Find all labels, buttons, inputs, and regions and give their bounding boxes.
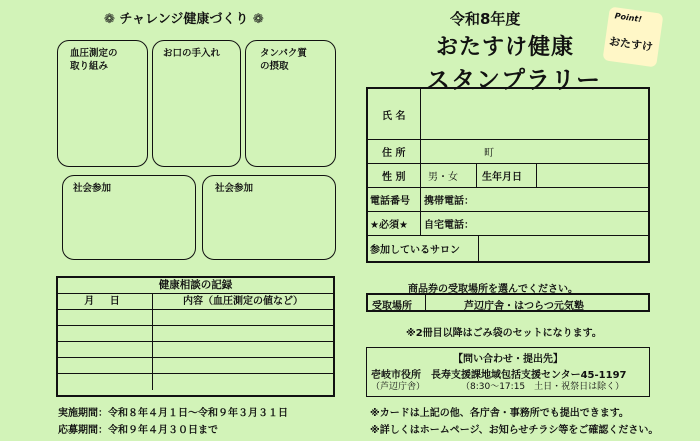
box-protein-label: タンパク質 の摂取 bbox=[260, 48, 307, 72]
box-social-2-label: 社会参加 bbox=[215, 183, 254, 194]
table-row[interactable] bbox=[58, 310, 333, 326]
row-address bbox=[368, 140, 648, 164]
box-protein bbox=[245, 40, 336, 167]
applicant-info-table bbox=[366, 87, 650, 263]
label-exchange-location: 受取場所 bbox=[372, 301, 412, 312]
label-mobile: 携帯電話： bbox=[424, 196, 474, 207]
contact-title: 【問い合わせ・提出先】 bbox=[453, 354, 563, 365]
application-period: 応募期間：令和９年４月３０日まで bbox=[58, 425, 218, 436]
box-social-1-label: 社会参加 bbox=[73, 183, 112, 194]
exchange-note: 商品券の受取場所を選んでください。 bbox=[408, 284, 578, 295]
box-oral-care bbox=[152, 40, 241, 167]
contact-line-2: （芦辺庁舎） （8:30～17:15 土日・祝祭日は除く） bbox=[371, 382, 625, 392]
town-suffix: 町 bbox=[484, 148, 494, 159]
name-field[interactable] bbox=[424, 89, 646, 139]
footer-note-1: ※カードは上記の他、各庁舎・事務所でも提出できます。 bbox=[370, 408, 629, 419]
table-row[interactable] bbox=[58, 342, 333, 358]
point-badge-text: Point! bbox=[614, 11, 643, 25]
consultation-record-table bbox=[56, 276, 335, 397]
row-name bbox=[368, 89, 648, 140]
footer-note-2: ※詳しくはホームページ、お知らせチラシ等をご確認ください。 bbox=[370, 425, 659, 436]
label-salon: 参加しているサロン bbox=[370, 245, 460, 256]
exchange-location-options[interactable]: 芦辺庁舎・はつらつ元気塾 bbox=[464, 301, 584, 312]
box-oral-care-label: お口の手入れ bbox=[163, 48, 221, 59]
row-home-phone bbox=[368, 212, 648, 236]
box-blood-pressure bbox=[57, 40, 148, 167]
label-required: ★必須★ bbox=[370, 220, 408, 231]
row-gender bbox=[368, 164, 648, 188]
implementation-period: 実施期間：令和８年４月１日～令和９年３月３１日 bbox=[58, 408, 288, 419]
point-badge-name: おたすけ bbox=[608, 34, 654, 54]
label-gender: 性 別 bbox=[382, 172, 406, 183]
row-salon bbox=[368, 236, 648, 261]
box-blood-pressure-label: 血圧測定の 取り組み bbox=[70, 48, 118, 72]
table-row[interactable] bbox=[58, 374, 333, 390]
box-social-2 bbox=[202, 175, 336, 260]
trash-bag-note: ※2冊目以降はごみ袋のセットになります。 bbox=[406, 328, 602, 339]
title-sub: スタンプラリー bbox=[426, 66, 601, 94]
col-content-header: 内容（血圧測定の値など） bbox=[183, 296, 303, 307]
gender-options[interactable]: 男・女 bbox=[428, 172, 458, 183]
challenge-title: ❁ チャレンジ健康づくり ❁ bbox=[104, 12, 264, 27]
consultation-header bbox=[58, 294, 333, 310]
label-name: 氏 名 bbox=[382, 110, 406, 122]
label-phone: 電話番号 bbox=[370, 196, 410, 207]
box-social-1 bbox=[62, 175, 196, 260]
consultation-caption: 健康相談の記録 bbox=[58, 278, 333, 294]
label-address: 住 所 bbox=[382, 148, 406, 159]
label-home-phone: 自宅電話： bbox=[424, 220, 474, 231]
contact-box bbox=[366, 347, 650, 397]
table-row[interactable] bbox=[58, 358, 333, 374]
contact-line-1: 壱岐市役所 長寿支援課地域包括支援センター45-1197 bbox=[371, 370, 627, 381]
exchange-location-box bbox=[366, 293, 650, 312]
row-mobile bbox=[368, 188, 648, 212]
point-badge-logo bbox=[603, 7, 664, 68]
label-birthdate: 生年月日 bbox=[482, 172, 522, 183]
title-main: おたすけ健康 bbox=[436, 35, 575, 60]
table-row[interactable] bbox=[58, 326, 333, 342]
title-year: 令和8年度 bbox=[450, 10, 521, 28]
col-date-header: 月 日 bbox=[58, 294, 153, 309]
